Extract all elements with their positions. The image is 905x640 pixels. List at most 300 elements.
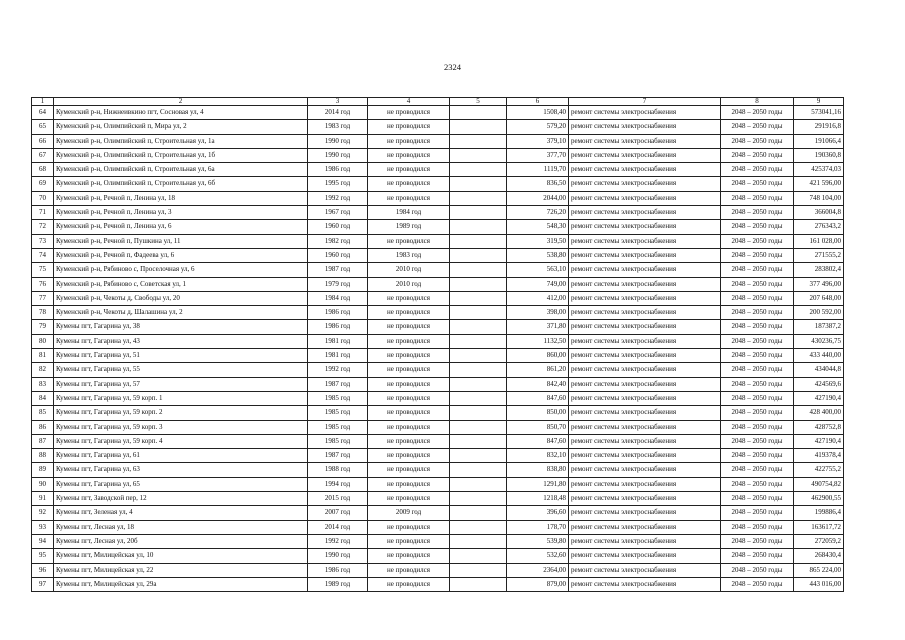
work-type-cell: ремонт системы электроснабжения — [569, 377, 721, 391]
table-row — [32, 406, 844, 420]
row-number: 96 — [32, 563, 54, 577]
address-cell: Кумены пгт, Гагарина ул, 61 — [54, 449, 308, 463]
area-cell: 532,60 — [507, 549, 569, 563]
table-row — [32, 206, 844, 220]
cost-cell: 443 016,00 — [794, 577, 844, 591]
planned-cell — [450, 477, 507, 491]
term-cell: 2048 – 2050 годы — [721, 291, 794, 305]
planned-cell — [450, 506, 507, 520]
work-type-cell: ремонт системы электроснабжения — [569, 449, 721, 463]
cost-cell: 430236,75 — [794, 334, 844, 348]
work-type-cell: ремонт системы электроснабжения — [569, 534, 721, 548]
table-row — [32, 291, 844, 305]
term-cell: 2048 – 2050 годы — [721, 349, 794, 363]
year-built-cell: 1983 год — [308, 120, 368, 134]
year-built-cell: 1987 год — [308, 377, 368, 391]
planned-cell — [450, 377, 507, 391]
address-cell: Кумены пгт, Гагарина ул, 63 — [54, 463, 308, 477]
table-row — [32, 248, 844, 262]
column-number: 9 — [794, 98, 844, 106]
table-row — [32, 363, 844, 377]
year-built-cell: 2007 год — [308, 506, 368, 520]
table-row — [32, 191, 844, 205]
work-type-cell: ремонт системы электроснабжения — [569, 306, 721, 320]
planned-cell — [450, 391, 507, 405]
year-built-cell: 1990 год — [308, 148, 368, 162]
year-built-cell: 1985 год — [308, 406, 368, 420]
cost-cell: 434044,8 — [794, 363, 844, 377]
row-number: 88 — [32, 449, 54, 463]
planned-cell — [450, 191, 507, 205]
row-number: 67 — [32, 148, 54, 162]
work-type-cell: ремонт системы электроснабжения — [569, 492, 721, 506]
address-cell: Кумены пгт, Гагарина ул, 55 — [54, 363, 308, 377]
table-row — [32, 263, 844, 277]
row-number: 76 — [32, 277, 54, 291]
area-cell: 838,80 — [507, 463, 569, 477]
cost-cell: 462900,55 — [794, 492, 844, 506]
cost-cell: 187387,2 — [794, 320, 844, 334]
last-repair-cell: не проводился — [368, 534, 450, 548]
last-repair-cell: не проводился — [368, 477, 450, 491]
planned-cell — [450, 334, 507, 348]
work-type-cell: ремонт системы электроснабжения — [569, 577, 721, 591]
address-cell: Куменский р-н, Чекоты д, Шалашина ул, 2 — [54, 306, 308, 320]
year-built-cell: 1985 год — [308, 420, 368, 434]
area-cell: 563,10 — [507, 263, 569, 277]
table-row — [32, 334, 844, 348]
last-repair-cell: не проводился — [368, 391, 450, 405]
table-row — [32, 306, 844, 320]
last-repair-cell: не проводился — [368, 334, 450, 348]
row-number: 72 — [32, 220, 54, 234]
year-built-cell: 1982 год — [308, 234, 368, 248]
table-row — [32, 349, 844, 363]
work-type-cell: ремонт системы электроснабжения — [569, 163, 721, 177]
area-cell: 579,20 — [507, 120, 569, 134]
page-number: 2324 — [444, 62, 461, 72]
work-type-cell: ремонт системы электроснабжения — [569, 477, 721, 491]
work-type-cell: ремонт системы электроснабжения — [569, 263, 721, 277]
table-row — [32, 563, 844, 577]
row-number: 65 — [32, 120, 54, 134]
year-built-cell: 1960 год — [308, 248, 368, 262]
term-cell: 2048 – 2050 годы — [721, 506, 794, 520]
year-built-cell: 1979 год — [308, 277, 368, 291]
last-repair-cell: не проводился — [368, 377, 450, 391]
cost-cell: 428 400,00 — [794, 406, 844, 420]
cost-cell: 419378,4 — [794, 449, 844, 463]
work-type-cell: ремонт системы электроснабжения — [569, 349, 721, 363]
term-cell: 2048 – 2050 годы — [721, 163, 794, 177]
year-built-cell: 1981 год — [308, 349, 368, 363]
cost-cell: 163617,72 — [794, 520, 844, 534]
term-cell: 2048 – 2050 годы — [721, 206, 794, 220]
cost-cell: 428752,8 — [794, 420, 844, 434]
row-number: 85 — [32, 406, 54, 420]
work-type-cell: ремонт системы электроснабжения — [569, 234, 721, 248]
area-cell: 861,20 — [507, 363, 569, 377]
table-body — [32, 98, 844, 592]
table-row — [32, 320, 844, 334]
column-number-row — [32, 98, 844, 106]
work-type-cell: ремонт системы электроснабжения — [569, 406, 721, 420]
term-cell: 2048 – 2050 годы — [721, 492, 794, 506]
last-repair-cell: не проводился — [368, 106, 450, 120]
address-cell: Кумены пгт, Милицейская ул, 29а — [54, 577, 308, 591]
cost-cell: 433 440,00 — [794, 349, 844, 363]
planned-cell — [450, 263, 507, 277]
table-row — [32, 477, 844, 491]
area-cell: 319,50 — [507, 234, 569, 248]
planned-cell — [450, 220, 507, 234]
last-repair-cell: 2010 год — [368, 263, 450, 277]
term-cell: 2048 – 2050 годы — [721, 520, 794, 534]
area-cell: 832,10 — [507, 449, 569, 463]
row-number: 92 — [32, 506, 54, 520]
table-row — [32, 120, 844, 134]
last-repair-cell: не проводился — [368, 349, 450, 363]
planned-cell — [450, 349, 507, 363]
area-cell: 538,80 — [507, 248, 569, 262]
address-cell: Кумены пгт, Гагарина ул, 51 — [54, 349, 308, 363]
address-cell: Куменский р-н, Рябиново с, Советская ул, 1 — [54, 277, 308, 291]
last-repair-cell: не проводился — [368, 520, 450, 534]
term-cell: 2048 – 2050 годы — [721, 106, 794, 120]
work-type-cell: ремонт системы электроснабжения — [569, 434, 721, 448]
column-number: 2 — [54, 98, 308, 106]
last-repair-cell: не проводился — [368, 549, 450, 563]
row-number: 90 — [32, 477, 54, 491]
work-type-cell: ремонт системы электроснабжения — [569, 177, 721, 191]
row-number: 83 — [32, 377, 54, 391]
cost-cell: 283802,4 — [794, 263, 844, 277]
planned-cell — [450, 248, 507, 262]
cost-cell: 366004,8 — [794, 206, 844, 220]
row-number: 75 — [32, 263, 54, 277]
row-number: 81 — [32, 349, 54, 363]
area-cell: 398,00 — [507, 306, 569, 320]
address-cell: Куменский р-н, Рябиново с, Проселочная ул, 6 — [54, 263, 308, 277]
term-cell: 2048 – 2050 годы — [721, 277, 794, 291]
last-repair-cell: не проводился — [368, 320, 450, 334]
term-cell: 2048 – 2050 годы — [721, 134, 794, 148]
area-cell: 847,60 — [507, 434, 569, 448]
year-built-cell: 1992 год — [308, 363, 368, 377]
term-cell: 2048 – 2050 годы — [721, 320, 794, 334]
area-cell: 1132,50 — [507, 334, 569, 348]
table-row — [32, 391, 844, 405]
last-repair-cell: не проводился — [368, 148, 450, 162]
year-built-cell: 2015 год — [308, 492, 368, 506]
term-cell: 2048 – 2050 годы — [721, 463, 794, 477]
table-row — [32, 148, 844, 162]
column-number: 5 — [450, 98, 507, 106]
cost-cell: 271555,2 — [794, 248, 844, 262]
term-cell: 2048 – 2050 годы — [721, 391, 794, 405]
planned-cell — [450, 434, 507, 448]
area-cell: 842,40 — [507, 377, 569, 391]
column-number: 3 — [308, 98, 368, 106]
year-built-cell: 1987 год — [308, 449, 368, 463]
area-cell: 371,80 — [507, 320, 569, 334]
table-row — [32, 577, 844, 591]
planned-cell — [450, 306, 507, 320]
table-row — [32, 534, 844, 548]
row-number: 87 — [32, 434, 54, 448]
cost-cell: 207 648,00 — [794, 291, 844, 305]
row-number: 94 — [32, 534, 54, 548]
table-row — [32, 520, 844, 534]
last-repair-cell: не проводился — [368, 463, 450, 477]
area-cell: 396,60 — [507, 506, 569, 520]
term-cell: 2048 – 2050 годы — [721, 377, 794, 391]
work-type-cell: ремонт системы электроснабжения — [569, 248, 721, 262]
column-number: 1 — [32, 98, 54, 106]
area-cell: 2364,00 — [507, 563, 569, 577]
term-cell: 2048 – 2050 годы — [721, 306, 794, 320]
row-number: 64 — [32, 106, 54, 120]
row-number: 97 — [32, 577, 54, 591]
work-type-cell: ремонт системы электроснабжения — [569, 563, 721, 577]
year-built-cell: 1986 год — [308, 163, 368, 177]
last-repair-cell: не проводился — [368, 234, 450, 248]
work-type-cell: ремонт системы электроснабжения — [569, 520, 721, 534]
housing-repair-table — [31, 97, 844, 592]
area-cell: 178,70 — [507, 520, 569, 534]
term-cell: 2048 – 2050 годы — [721, 434, 794, 448]
table-row — [32, 277, 844, 291]
address-cell: Кумены пгт, Гагарина ул, 59 корп. 4 — [54, 434, 308, 448]
year-built-cell: 1981 год — [308, 334, 368, 348]
planned-cell — [450, 563, 507, 577]
address-cell: Куменский р-н, Олимпийский п, Строительная ул, 6б — [54, 177, 308, 191]
year-built-cell: 1989 год — [308, 577, 368, 591]
area-cell: 1508,40 — [507, 106, 569, 120]
planned-cell — [450, 463, 507, 477]
term-cell: 2048 – 2050 годы — [721, 577, 794, 591]
term-cell: 2048 – 2050 годы — [721, 406, 794, 420]
address-cell: Кумены пгт, Заводской пер, 12 — [54, 492, 308, 506]
table-row — [32, 106, 844, 120]
term-cell: 2048 – 2050 годы — [721, 420, 794, 434]
address-cell: Куменский р-н, Чекоты д, Свободы ул, 20 — [54, 291, 308, 305]
row-number: 95 — [32, 549, 54, 563]
address-cell: Куменский р-н, Олимпийский п, Строительная ул, 1а — [54, 134, 308, 148]
area-cell: 850,00 — [507, 406, 569, 420]
planned-cell — [450, 363, 507, 377]
last-repair-cell: не проводился — [368, 563, 450, 577]
work-type-cell: ремонт системы электроснабжения — [569, 363, 721, 377]
last-repair-cell: не проводился — [368, 191, 450, 205]
work-type-cell: ремонт системы электроснабжения — [569, 549, 721, 563]
planned-cell — [450, 106, 507, 120]
planned-cell — [450, 277, 507, 291]
term-cell: 2048 – 2050 годы — [721, 191, 794, 205]
term-cell: 2048 – 2050 годы — [721, 220, 794, 234]
work-type-cell: ремонт системы электроснабжения — [569, 391, 721, 405]
planned-cell — [450, 291, 507, 305]
last-repair-cell: не проводился — [368, 577, 450, 591]
term-cell: 2048 – 2050 годы — [721, 449, 794, 463]
address-cell: Кумены пгт, Зеленая ул, 4 — [54, 506, 308, 520]
year-built-cell: 2014 год — [308, 520, 368, 534]
work-type-cell: ремонт системы электроснабжения — [569, 134, 721, 148]
address-cell: Кумены пгт, Гагарина ул, 59 корп. 3 — [54, 420, 308, 434]
area-cell: 836,50 — [507, 177, 569, 191]
year-built-cell: 1986 год — [308, 306, 368, 320]
last-repair-cell: 2009 год — [368, 506, 450, 520]
cost-cell: 291916,8 — [794, 120, 844, 134]
row-number: 78 — [32, 306, 54, 320]
cost-cell: 424569,6 — [794, 377, 844, 391]
area-cell: 1291,80 — [507, 477, 569, 491]
year-built-cell: 2014 год — [308, 106, 368, 120]
planned-cell — [450, 406, 507, 420]
work-type-cell: ремонт системы электроснабжения — [569, 277, 721, 291]
work-type-cell: ремонт системы электроснабжения — [569, 206, 721, 220]
address-cell: Куменский р-н, Речной п, Ленина ул, 6 — [54, 220, 308, 234]
row-number: 77 — [32, 291, 54, 305]
term-cell: 2048 – 2050 годы — [721, 534, 794, 548]
cost-cell: 161 028,00 — [794, 234, 844, 248]
term-cell: 2048 – 2050 годы — [721, 563, 794, 577]
year-built-cell: 1988 год — [308, 463, 368, 477]
planned-cell — [450, 206, 507, 220]
year-built-cell: 1995 год — [308, 177, 368, 191]
cost-cell: 191066,4 — [794, 134, 844, 148]
cost-cell: 377 496,00 — [794, 277, 844, 291]
planned-cell — [450, 534, 507, 548]
area-cell: 379,10 — [507, 134, 569, 148]
planned-cell — [450, 120, 507, 134]
address-cell: Кумены пгт, Гагарина ул, 59 корп. 2 — [54, 406, 308, 420]
cost-cell: 425374,03 — [794, 163, 844, 177]
planned-cell — [450, 320, 507, 334]
area-cell: 539,80 — [507, 534, 569, 548]
area-cell: 548,30 — [507, 220, 569, 234]
last-repair-cell: не проводился — [368, 363, 450, 377]
address-cell: Кумены пгт, Гагарина ул, 59 корп. 1 — [54, 391, 308, 405]
planned-cell — [450, 234, 507, 248]
work-type-cell: ремонт системы электроснабжения — [569, 506, 721, 520]
table-row — [32, 449, 844, 463]
year-built-cell: 1994 год — [308, 477, 368, 491]
term-cell: 2048 – 2050 годы — [721, 334, 794, 348]
area-cell: 879,00 — [507, 577, 569, 591]
address-cell: Куменский р-н, Олимпийский п, Строительная ул, 6а — [54, 163, 308, 177]
address-cell: Кумены пгт, Лесная ул, 20б — [54, 534, 308, 548]
term-cell: 2048 – 2050 годы — [721, 177, 794, 191]
term-cell: 2048 – 2050 годы — [721, 549, 794, 563]
planned-cell — [450, 520, 507, 534]
column-number: 4 — [368, 98, 450, 106]
address-cell: Куменский р-н, Речной п, Фадеева ул, 6 — [54, 248, 308, 262]
table-row — [32, 463, 844, 477]
work-type-cell: ремонт системы электроснабжения — [569, 106, 721, 120]
planned-cell — [450, 163, 507, 177]
cost-cell: 422755,2 — [794, 463, 844, 477]
address-cell: Кумены пгт, Гагарина ул, 65 — [54, 477, 308, 491]
table-row — [32, 234, 844, 248]
term-cell: 2048 – 2050 годы — [721, 248, 794, 262]
table-row — [32, 177, 844, 191]
area-cell: 377,70 — [507, 148, 569, 162]
planned-cell — [450, 449, 507, 463]
last-repair-cell: не проводился — [368, 120, 450, 134]
area-cell: 412,00 — [507, 291, 569, 305]
area-cell: 726,20 — [507, 206, 569, 220]
term-cell: 2048 – 2050 годы — [721, 263, 794, 277]
area-cell: 847,60 — [507, 391, 569, 405]
address-cell: Куменский р-н, Речной п, Ленина ул, 18 — [54, 191, 308, 205]
address-cell: Куменский р-н, Речной п, Ленина ул, 3 — [54, 206, 308, 220]
address-cell: Кумены пгт, Милицейская ул, 22 — [54, 563, 308, 577]
cost-cell: 276343,2 — [794, 220, 844, 234]
year-built-cell: 1990 год — [308, 549, 368, 563]
row-number: 68 — [32, 163, 54, 177]
last-repair-cell: не проводился — [368, 420, 450, 434]
planned-cell — [450, 420, 507, 434]
term-cell: 2048 – 2050 годы — [721, 363, 794, 377]
row-number: 69 — [32, 177, 54, 191]
last-repair-cell: 1983 год — [368, 248, 450, 262]
last-repair-cell: не проводился — [368, 434, 450, 448]
table-row — [32, 377, 844, 391]
cost-cell: 200 592,00 — [794, 306, 844, 320]
year-built-cell: 1960 год — [308, 220, 368, 234]
cost-cell: 421 596,00 — [794, 177, 844, 191]
table-row — [32, 492, 844, 506]
row-number: 84 — [32, 391, 54, 405]
cost-cell: 190360,8 — [794, 148, 844, 162]
row-number: 79 — [32, 320, 54, 334]
table-row — [32, 134, 844, 148]
cost-cell: 427190,4 — [794, 434, 844, 448]
planned-cell — [450, 148, 507, 162]
address-cell: Кумены пгт, Лесная ул, 18 — [54, 520, 308, 534]
table-row — [32, 420, 844, 434]
address-cell: Куменский р-н, Олимпийский п, Строительная ул, 1б — [54, 148, 308, 162]
work-type-cell: ремонт системы электроснабжения — [569, 291, 721, 305]
year-built-cell: 1992 год — [308, 534, 368, 548]
work-type-cell: ремонт системы электроснабжения — [569, 220, 721, 234]
address-cell: Куменский р-н, Олимпийский п, Мира ул, 2 — [54, 120, 308, 134]
year-built-cell: 1985 год — [308, 434, 368, 448]
year-built-cell: 1992 год — [308, 191, 368, 205]
planned-cell — [450, 134, 507, 148]
year-built-cell: 1984 год — [308, 291, 368, 305]
column-number: 7 — [569, 98, 721, 106]
year-built-cell: 1967 год — [308, 206, 368, 220]
address-cell: Куменский р-н, Речной п, Пушкина ул, 11 — [54, 234, 308, 248]
address-cell: Куменский р-н, Нижнеивкино пгт, Сосновая ул, 4 — [54, 106, 308, 120]
planned-cell — [450, 577, 507, 591]
last-repair-cell: не проводился — [368, 134, 450, 148]
term-cell: 2048 – 2050 годы — [721, 477, 794, 491]
area-cell: 860,00 — [507, 349, 569, 363]
cost-cell: 199886,4 — [794, 506, 844, 520]
column-number: 6 — [507, 98, 569, 106]
row-number: 71 — [32, 206, 54, 220]
row-number: 89 — [32, 463, 54, 477]
last-repair-cell: 1984 год — [368, 206, 450, 220]
cost-cell: 427190,4 — [794, 391, 844, 405]
row-number: 80 — [32, 334, 54, 348]
last-repair-cell: не проводился — [368, 449, 450, 463]
year-built-cell: 1987 год — [308, 263, 368, 277]
last-repair-cell: не проводился — [368, 291, 450, 305]
